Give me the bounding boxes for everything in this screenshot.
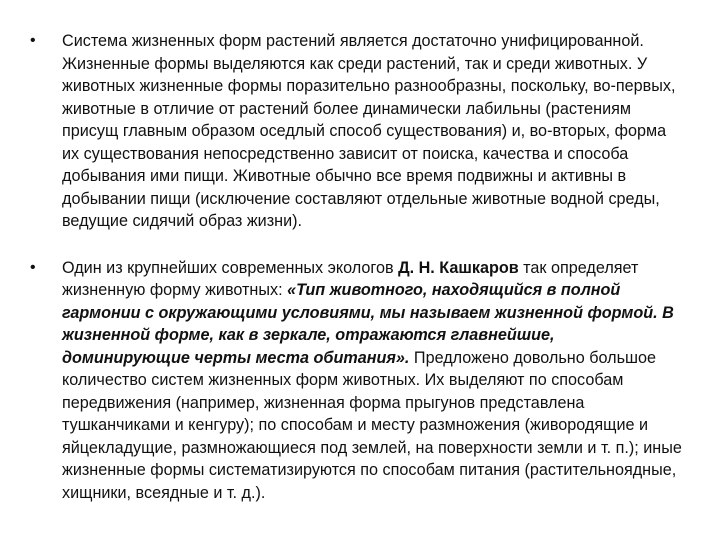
- bullet-marker: •: [30, 32, 36, 49]
- text-before-quote: так определяет жизненную форму животных:: [62, 258, 639, 299]
- paragraph-life-forms-system: Система жизненных форм растений является достаточно унифицированной. Жизненные формы выделяются как среди растений, так и среди животных. У животных жизненные формы поразительно разнообразны, поскольку, во-первых, животные в отличие от растений более динамически лабильны (растениям присущ главным образом оседлый способ существования) и, во-вторых, форма их существования непосредственно зависит от поиска, качества и способа добывания ими пищи. Животные обычно все время подвижны и активны в добывании пищи (исключение составляют отдельные животные водной среды, ведущие сидячий образ жизни).: [62, 32, 676, 230]
- definition-quote: «Тип животного, находящийся в полной гармонии с окружающими условиями, мы называем жизненной формой. В жизненной форме, как в зеркале, отражаются главнейшие, доминирующие черты места обитания».: [62, 281, 674, 367]
- bullet-marker: •: [30, 258, 36, 276]
- text-before-author: Один из крупнейших современных экологов: [62, 258, 399, 277]
- bullet-item-life-forms-system: [30, 30, 684, 233]
- author-name: Д. Н. Кашкаров: [398, 258, 519, 277]
- bullet-list: [30, 30, 684, 504]
- paragraph-kashkarov-definition: [62, 257, 684, 505]
- bullet-item-kashkarov-definition: [30, 257, 684, 505]
- text-after-quote: Предложено довольно большое количество систем жизненных форм животных. Их выделяют по способам передвижения (например, жизненная форма прыгунов представлена тушканчиками и кенгуру); по способам и месту размножения (живородящие и яйцекладущие, размножающиеся под землей, на поверхности земли и т. п.); иные жизненные формы систематизируются по способам питания (растительноядные, хищники, всеядные и т. д.).: [62, 348, 682, 502]
